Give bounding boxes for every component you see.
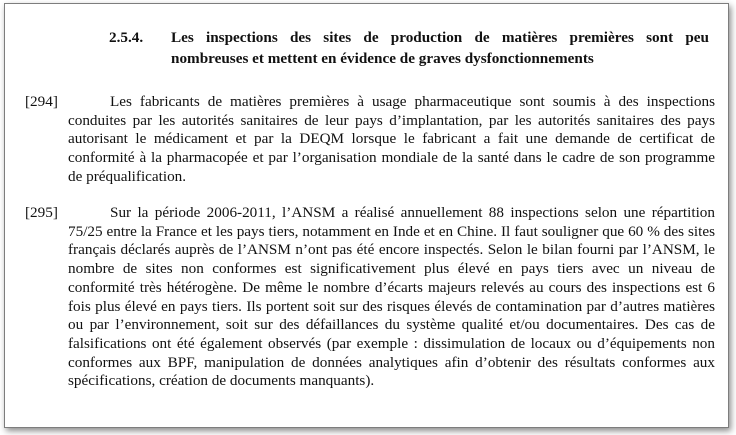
paragraph-number: [294]: [25, 93, 58, 110]
paragraph-294: [25, 93, 715, 187]
section-title-line2: nombreuses et mettent en évidence de graves dysfonctionnements: [171, 50, 594, 67]
paragraph-text: Les fabricants de matières premières à usage pharmaceutique sont soumis à des inspections conduites par les autorités sanitaires de leur pays d’implantation, par les autorités sanitaires des pays autorisant le médicament et par la DEQM lorsque le fabricant a fait une demande de certificat de conformité à la pharmacopée et par l’organisation mondiale de la santé dans le cadre de son programme de préqualification.: [68, 93, 715, 185]
section-number: 2.5.4.: [109, 29, 144, 46]
section-heading: [109, 27, 709, 69]
document-frame: [4, 3, 729, 428]
paragraph-295: [25, 204, 715, 391]
paragraph-number: [295]: [25, 204, 58, 221]
section-title-line1: Les inspections des sites de production de matières premières sont peu: [171, 29, 709, 46]
paragraph-text: Sur la période 2006-2011, l’ANSM a réalisé annuellement 88 inspections selon une répartition 75/25 entre la France et les pays tiers, notamment en Inde et en Chine. Il faut souligner que 60 % des sites français déclarés auprès de l’ANSM n’ont pas été encore inspectés. Selon le bilan fourni par l’ANSM, le nombre de sites non conformes est significativement plus élevé en pays tiers avec un niveau de conformité très hétérogène. De même le nombre d’écarts majeurs relevés au cours des inspections est 6 fois plus élevé en pays tiers. Ils portent soit sur des risques élevés de contamination par d’autres matières ou par l’environnement, soit sur des défaillances du système qualité et/ou documentaires. Des cas de falsifications ont été également observés (par exemple : dissimulation de locaux ou d’équipements non conformes aux BPF, manipulation de données analytiques afin d’obtenir des résultats conformes aux spécifications, création de documents manquants).: [68, 204, 715, 390]
